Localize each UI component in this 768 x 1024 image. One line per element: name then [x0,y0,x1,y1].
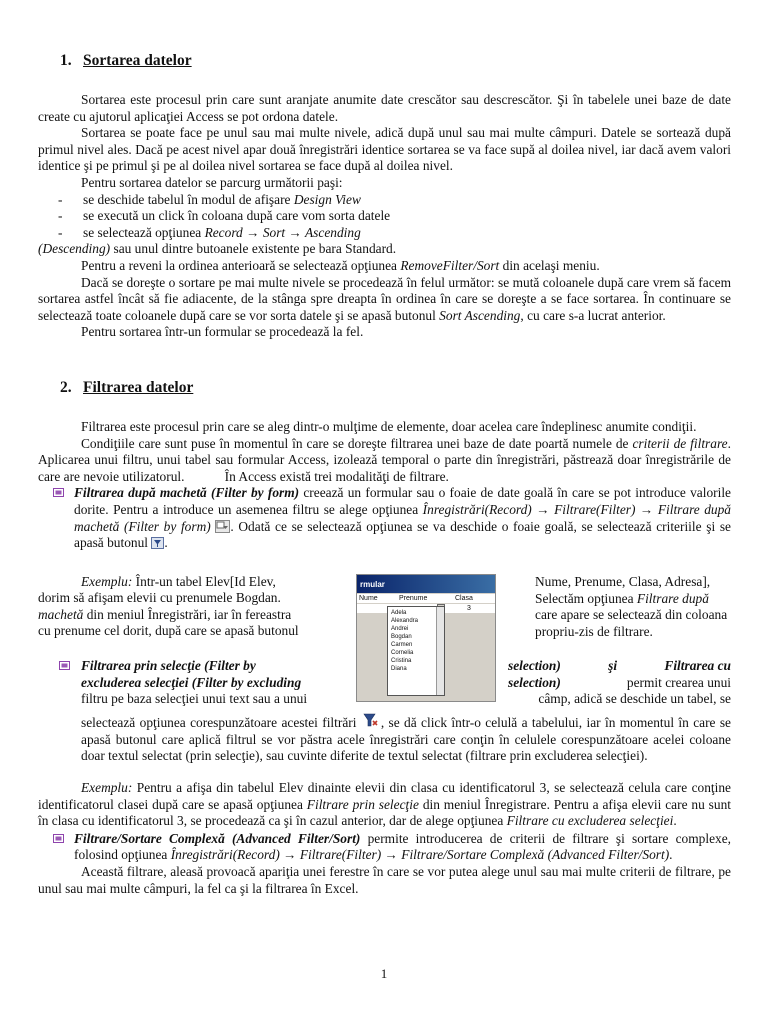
paragraph: Această filtrare, aleasă provoacă apariţia unei ferestre în care se vor putea alege unul sau mai multe criterii de filtrare, pe unul sau mai multe câmpuri, la fel ca şi la filtrarea în Excel. [38,863,731,896]
paragraph: Pentru sortarea datelor se parcurg următorii paşi: [81,174,343,190]
paragraph: Pentru sortarea într-un formular se procedează la fel. [81,324,364,340]
example-1-right: Nume, Prenume, Clasa, Adresa], Selectăm opţiunea Filtrare după care apare se selectează din coloana propriu-zis de filtrare. [535,574,728,639]
list-item: - se selectează opţiunea Record → Sort → Ascending [58,224,361,240]
bullet-2-left: Filtrarea prin selecţie (Filter by excluderea selecţiei (Filter by excluding filtru pe baza selecţiei unui text sau a unui [81,658,308,707]
paragraph: Pentru a reveni la ordinea anterioară se selectează opţiunea RemoveFilter/Sort din acelaşi meniu. [81,257,600,273]
section-1-body [38,92,731,341]
filter-by-selection-icon [361,712,381,729]
example-1-left-cont: dorim să afişam elevii cu prenumele Bogdan. machetă din meniul Înregistrări, iar în fereastra cu prenume cel dorit, după care se apasă butonul [38,590,299,639]
paragraph: Condiţiile care sunt puse în momentul în care se doreşte filtrarea unei baze de date poartă numele de criterii de filtrare. Aplicarea unui filtru, unui tabel sau formular Access, izolează temporal o parte din înregistrări, păstrează doar înregistrările de care are nevoie utilizatorul. În Access există trei modalităţi de filtrare. [38,435,731,484]
list-item: Filtrarea după machetă (Filter by form) creează un formular sau o foaie de date goală în care se pot introduce valorile dorite. Pentru a introduce un asemenea filtru se alege opţiunea Înregistrări(Record) → Filtrare(Filter) → Filtrare după machetă (Filter by form) . Odată ce se selectează opţiunea se va deschide o foaie goală, se selectează criteriile şi se apasă butonul . [38,485,731,551]
page-number: 1 [380,966,388,981]
example-2: Exemplu: Pentru a afişa din tabelul Elev dinainte elevii din clasa cu identificatorul 3, se selectează celula care conţine identificatorul clasei după care se apasă opţiunea Filtrare prin selecţie din meniul Înregistrare. Pentru a afişa elevii care nu sunt în clasa cu identificatorul 3, se procedează ca şi în cazul anterior, dar de alege opţiunea Filtrare cu excluderea selecţiei. Filtrare/Sortare Complexă (Advanced Filter/Sort) permite introducerea de criterii de filtrare şi sortare complexe, folosind opţiunea Înregistrări(Record) → Filtrare(Filter) → Filtrare/Sortare Complexă (Advanced Filter/Sort). Această filtrare, aleasă provoacă apariţia unei ferestre în care se vor putea alege unul sau mai multe criterii de filtrare, pe unul sau mai multe câmpuri, la fel ca şi la filtrarea în Excel. [38,780,732,896]
paragraph: Dacă se doreşte o sortare pe mai multe nivele se procedează în felul următor: se mută coloanele după care vrem să facem sortarea astfel încât să fie adiacente, de la stânga spre dreapta în ordinea în care se doreşte a se face sortarea. În continuare se selectează toate coloanele după care se vor sorta datele şi se apasă butonul Sort Ascending, cu care s-a lucrat anterior. [38,274,731,323]
example-1-left: Exemplu: Într-un tabel Elev[Id Elev, [81,574,276,589]
names-dropdown-list: Adela Alexandra Andrei Bogdan Carmen Cornelia Cristina Diana [387,606,445,696]
bullet-2-body: selectează opţiunea corespunzătoare acestei filtrări , se dă click într-o celulă a tabelului, iar în momentul în care se apasă butonul care aplică filtrul se vor păstra acele înregistrări care conţin în celulele corespunzătoare acelei coloane doar textul selectat (prin selecţie), sau cuvinte diferite de textul selectat (filtrare prin excluderea selecţiei). [81,712,731,765]
screenshot-title-bar: rmular [357,575,495,593]
filter-by-form-screenshot [356,574,496,702]
bullet-icon [53,488,64,497]
section-2-heading: 2. Filtrarea datelor [60,379,194,396]
bullet-icon [53,834,64,843]
list-item: Filtrare/Sortare Complexă (Advanced Filter/Sort) permite introducerea de criterii de filtrare şi sortare complexe, folosind opţiunea Înregistrări(Record) → Filtrare(Filter) → Filtrare/Sortare Complexă (Advanced Filter/Sort). [38,831,731,864]
section-1-heading: 1. Sortarea datelor [60,52,192,69]
bullet-2-right: selection) şi Filtrarea cu selection) permit crearea unui câmp, adică se deschide un tabel, se [508,658,731,707]
list-item: - se deschide tabelul în modul de afişare Design View [58,191,361,207]
bullet-icon [59,661,70,670]
list-item: - se execută un click în coloana după care vom sorta datele [58,208,391,224]
screenshot-header-row: Nume Prenume Clasa [357,594,495,603]
section-2-intro [38,419,731,552]
paragraph: Sortarea se poate face pe unul sau mai multe nivele, adică după unul sau mai multe câmpuri. Datele se sortează după primul nivel ales. Dacă pe acest nivel apar două înregistrări identice sortarea se va face supă al doilea nivel, iar dacă avem valori identice şi pe primul şi pe al doilea nivel sortarea se face după al doilea nivel. [38,125,731,174]
apply-filter-icon [151,537,164,549]
paragraph: Sortarea este procesul prin care sunt aranjate anumite date crescător sau descrescător. Şi în tabelele unei baze de date create cu ajutorul aplicaţiei Access se pot ordona datele. [38,92,731,124]
filter-by-form-icon [215,520,230,533]
paragraph: (Descending) sau unul dintre butoanele existente pe bara Standard. [38,241,397,257]
paragraph: Filtrarea este procesul prin care se aleg dintr-o mulţime de elemente, doar acelea care îndeplinesc anumite condiţii. [81,419,697,434]
screenshot-criteria-row: 3 [357,604,495,613]
